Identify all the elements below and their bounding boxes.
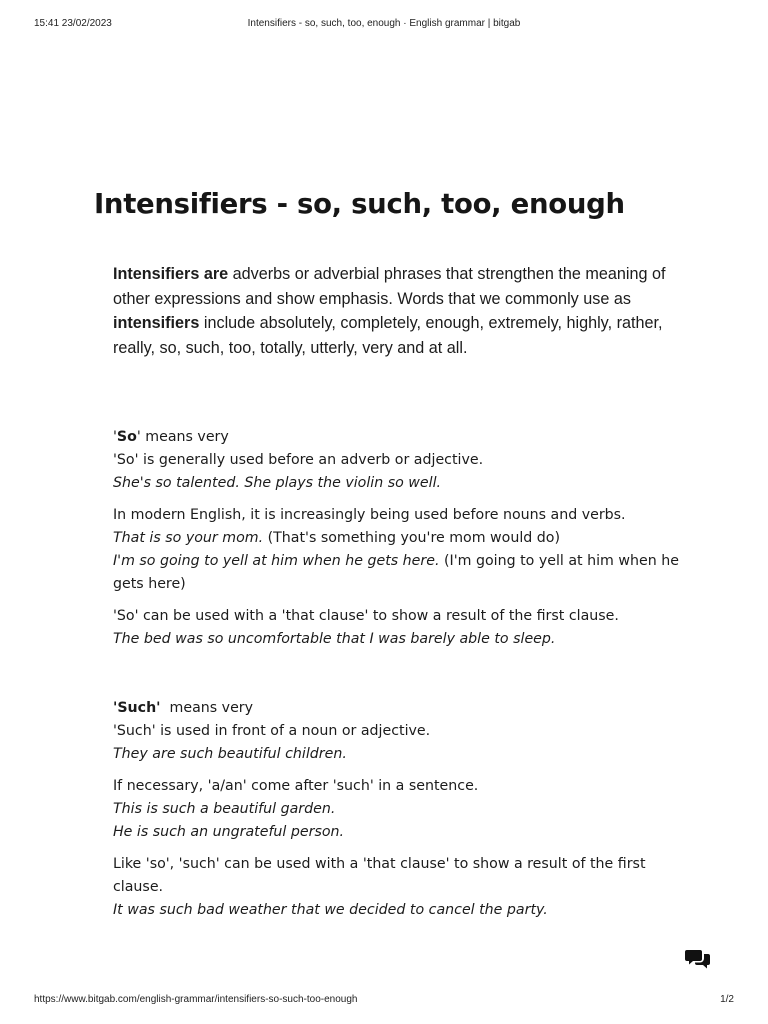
such-rule-3: Like 'so', 'such' can be used with a 'that clause' to show a result of the first clause. [113,856,646,895]
so-example-3-line [113,550,688,596]
intro-bold-intensifiers: intensifiers [113,314,200,332]
section-so [113,426,688,660]
so-example-2: That is so your mom. [113,530,264,546]
such-rule-1: 'Such' is used in front of a noun or adjective. [113,723,431,739]
intro-text-part1: adverbs or adverbial phrases that strengthen the meaning of other expressions and show emphasis. Words that we commonly use as [113,265,666,308]
print-footer [34,994,734,1008]
so-example-4: The bed was so uncomfortable that I was barely able to sleep. [113,631,556,647]
intro-text-part2: include absolutely, completely, enough, extremely, highly, rather, really, so, such, too, totally, utterly, very and at all. [113,314,663,357]
so-example-2-gloss: (That's something you're mom would do) [263,530,560,546]
so-rule-1: 'So' is generally used before an adverb or adjective. [113,452,484,468]
print-document-title: Intensifiers - so, such, too, enough · English grammar | bitgab [247,18,521,29]
so-heading-word: So [116,429,137,445]
such-heading: 'Such' means very [113,700,254,716]
such-rule-2: If necessary, 'a/an' come after 'such' in a sentence. [113,778,479,794]
section-such [113,697,688,931]
such-example-3: He is such an ungrateful person. [113,824,345,840]
page-title: Intensifiers - so, such, too, enough [94,188,625,220]
intro-paragraph [113,262,673,360]
such-example-1: They are such beautiful children. [113,746,347,762]
intro-lead-bold: Intensifiers are [113,265,229,283]
such-block-1 [113,697,688,766]
so-example-3-gloss: (I'm going to yell at him when he gets here) [113,553,679,592]
such-block-2 [113,775,688,844]
print-timestamp: 15:41 23/02/2023 [34,18,112,29]
so-heading: 'So' means very [113,429,229,445]
chat-bubbles-icon[interactable] [685,948,711,970]
chat-bubbles-icon-svg [685,948,711,970]
print-page-number: 1/2 [720,994,734,1005]
so-example-3: I'm so going to yell at him when he gets here. [113,553,440,569]
print-header [34,18,734,32]
so-block-3 [113,605,688,651]
such-block-3 [113,853,688,922]
so-rule-3: 'So' can be used with a 'that clause' to show a result of the first clause. [113,608,619,624]
so-example-1: She's so talented. She plays the violin so well. [113,475,442,491]
such-heading-word: 'Such' [113,700,161,716]
so-block-2 [113,504,688,596]
so-rule-2: In modern English, it is increasingly being used before nouns and verbs. [113,507,626,523]
so-block-1 [113,426,688,495]
so-example-2-line [113,527,688,550]
such-example-4: It was such bad weather that we decided to cancel the party. [113,902,548,918]
such-example-2: This is such a beautiful garden. [113,801,336,817]
print-url: https://www.bitgab.com/english-grammar/intensifiers-so-such-too-enough [34,994,358,1005]
